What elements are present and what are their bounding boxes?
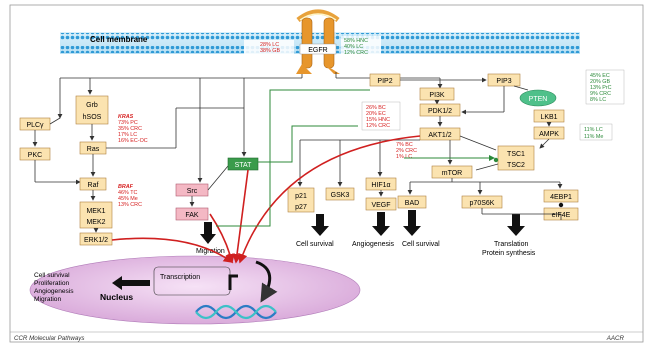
node-p27-label: p27 <box>295 204 307 211</box>
node-4ebp1-label: 4EBP1 <box>550 194 572 201</box>
node-gsk3-label: GSK3 <box>330 192 350 199</box>
pi3k-mutations <box>362 102 400 130</box>
node-hsos-label: hSOS <box>82 114 102 121</box>
node-pten-label: PTEN <box>528 96 548 103</box>
node-ras-label: Ras <box>86 146 100 153</box>
node-raf-label: Raf <box>87 182 99 189</box>
egfr-stat-left-0: 28% LC <box>260 42 280 48</box>
footer-right-logo: AACR <box>606 335 624 342</box>
kras-line-1: 35% CRC <box>118 126 142 132</box>
node-p70s6k-label: p70S6K <box>469 200 495 207</box>
pi3k-line-0: 26% BC <box>366 105 386 111</box>
nucleus-outcome-2: Angiogenesis <box>34 288 74 295</box>
akt-line-0: 7% BC <box>396 142 413 148</box>
pi3k-line-3: 12% CRC <box>366 123 390 129</box>
kras-line-2: 17% LC <box>118 132 138 138</box>
node-grb-label: Grb <box>86 102 98 109</box>
node-hif1a-label: HIF1α <box>371 182 391 189</box>
outcome-migration: Migration <box>196 248 225 255</box>
kras-title: KRAS <box>118 114 134 120</box>
akt-line-2: 1% LC <box>396 154 413 160</box>
pten-mutations <box>586 70 624 104</box>
nucleus-outcome-1: Proliferation <box>34 280 70 287</box>
egfr-stat-right-2: 12% CRC <box>344 50 368 56</box>
egfr-stat-right-1: 40% LC <box>344 44 364 50</box>
node-pkc-label: PKC <box>27 152 43 159</box>
egfr-stat-right-0: 58% HNC <box>344 38 368 44</box>
lkb1-line-0: 11% LC <box>584 127 603 133</box>
pten-line-2: 13% PrC <box>590 85 612 91</box>
egfr-stat-left-1: 38% GB <box>260 48 281 54</box>
braf-line-1: 45% Me <box>118 196 138 202</box>
node-pip3-label: PIP3 <box>496 78 512 85</box>
nucleus-outcome-0: Cell survival <box>34 272 70 279</box>
braf-line-0: 46% TC <box>118 190 138 196</box>
node-pi3k-label: PI3K <box>429 92 445 99</box>
kras-line-0: 73% PC <box>118 120 138 126</box>
transcription-label: Transcription <box>160 274 201 281</box>
node-fak-label: FAK <box>185 212 199 219</box>
braf-line-2: 13% CRC <box>118 202 142 208</box>
pi3k-line-2: 15% HNC <box>366 117 390 123</box>
node-tsc1-label: TSC1 <box>507 151 525 158</box>
node-plcg-label: PLCγ <box>26 122 44 129</box>
lkb1-mutations <box>580 124 612 140</box>
pten-line-4: 8% LC <box>590 97 607 103</box>
outcome-angiogenesis: Angiogenesis <box>352 241 395 248</box>
node-stat-label: STAT <box>234 162 252 169</box>
node-mek2-label: MEK2 <box>86 219 106 226</box>
node-pip2-label: PIP2 <box>377 78 393 85</box>
node-lkb1-label: LKB1 <box>540 114 558 121</box>
lkb1-line-1: 11% Me <box>584 134 604 140</box>
outcome-translation: Translation <box>494 241 529 248</box>
outcome-cell-survival-1: Cell survival <box>296 241 334 248</box>
membrane-label: Cell membrane <box>90 35 148 44</box>
node-mek1-label: MEK1 <box>86 208 106 215</box>
pten-line-1: 20% GB <box>590 79 611 85</box>
pten-line-0: 45% EC <box>590 73 610 79</box>
node-erk-label: ERK1/2 <box>83 237 109 244</box>
node-eif4e-label: eIF4E <box>551 212 571 219</box>
nucleus <box>30 256 360 324</box>
outcome-cell-survival-2: Cell survival <box>402 241 440 248</box>
footer-left: CCR Molecular Pathways <box>14 335 85 342</box>
node-ampk-label: AMPK <box>539 131 559 138</box>
braf-title: BRAF <box>118 184 133 190</box>
nucleus-label: Nucleus <box>100 292 134 302</box>
node-vegf-label: VEGF <box>371 202 391 209</box>
nucleus-outcome-3: Migration <box>34 296 62 303</box>
pten-line-3: 9% CRC <box>590 91 611 97</box>
node-pdk-label: PDK1/2 <box>427 108 453 115</box>
kras-line-3: 16% EC-OC <box>118 138 148 144</box>
node-bad-label: BAD <box>404 200 420 207</box>
pi3k-line-1: 20% EC <box>366 111 386 117</box>
akt-line-1: 2% CRC <box>396 148 417 154</box>
node-akt-label: AKT1/2 <box>428 132 452 139</box>
egfr-label: EGFR <box>308 47 328 54</box>
node-mtor-label: mTOR <box>441 170 463 177</box>
node-src-label: Src <box>186 188 198 195</box>
node-tsc2-label: TSC2 <box>507 162 525 169</box>
outcome-protein-synthesis: Protein synthesis <box>482 250 536 257</box>
node-p21-label: p21 <box>295 193 307 200</box>
